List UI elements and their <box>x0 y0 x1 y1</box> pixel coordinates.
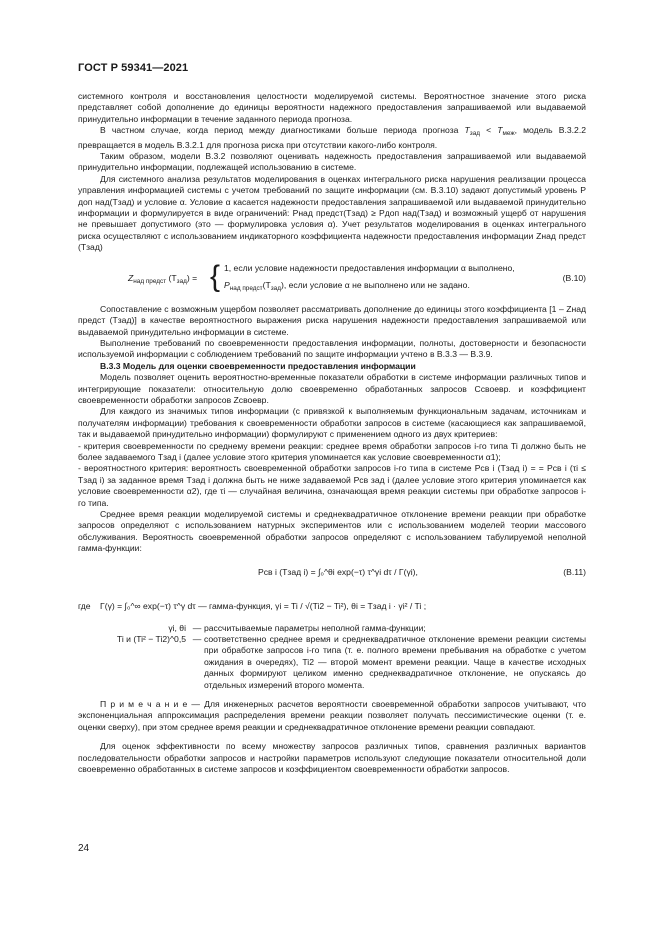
definition-term: Ti и (Ti² − Ti2)^0,5 <box>116 634 186 645</box>
text-run: над предст <box>133 277 167 285</box>
paragraph: Таким образом, модели В.3.2 позволяют оценивать надежность предоставления запрашиваемой или выдаваемой принудительно информации, подлежащей использованию в системе. <box>78 151 586 173</box>
text-run: ), если условие α не выполнено или не задано. <box>280 279 470 290</box>
text-run: В частном случае, когда период между диагностиками больше периода прогноза <box>100 125 465 136</box>
paragraph: Сопоставление с возможным ущербом позволяет рассматривать дополнение до единицы этого коэффициента [1 – Zнад предст (Tзад)] в качестве вероятностного выражения риска нарушения надежности предоставления запрашиваемой или выдаваемой принудительно информации в системе. <box>78 303 586 337</box>
paragraph: Для каждого из значимых типов информации (с привязкой к выполняемым функциональным задачам, источникам и получателям информации) требования к своевременности обработки запросов в системе (касающиеся как запрашиваемой, так и выдаваемой принудительно информации) формулируют с применением одного из двух критериев: <box>78 406 586 440</box>
equation-body: Γ(γ) = ∫₀^∞ exp(−τ) τ^γ dτ — гамма-функция, γi = Ti / √(Ti2 − Ti²), θi = Tзад i · γi² / Ti ; <box>100 600 427 611</box>
equation-lhs <box>128 273 197 287</box>
text-run: , модель В.3.2.2 превращается в модель В.3.2.1 для прогноза риска при отсутствии какого-либо контроля. <box>78 125 586 150</box>
text-run: меж <box>502 130 515 138</box>
brace-symbol: { <box>210 259 221 293</box>
text-run: Z <box>128 272 134 283</box>
equation-case-2 <box>224 280 470 294</box>
text-run: зад <box>176 277 187 285</box>
equation-case-1: 1, если условие надежности предоставления информации α выполнено, <box>224 262 515 273</box>
equation-where: где <box>78 600 91 611</box>
text-run: < <box>480 125 498 136</box>
note-text: — Для инженерных расчетов вероятности своевременной обработки запросов учитывают, что экспоненциальная аппроксимация распределения времени реакции позволяет получать пессимистические оценки (т. е. оценки сверху), при этом среднее время реакции и среднеквадратичное отклонение времени реакции совпадают. <box>78 699 586 732</box>
document-header: ГОСТ Р 59341—2021 <box>78 62 189 74</box>
text-run: над предст <box>229 284 263 292</box>
equation-number: (В.10) <box>562 272 586 283</box>
paragraph: - критерия своевременности по среднему времени реакции: среднее время обработки запросов i-го типа Ti должно быть не более задаваемого Tзад i (далее условие этого критерия упоминается как условие своевременности α1); <box>78 440 586 462</box>
equation-b10 <box>78 260 586 300</box>
equation-number: (В.11) <box>563 566 586 577</box>
paragraph: Выполнение требований по своевременности предоставления информации, полноты, достоверности и безопасности используемой информации с соблюдением требований по защите информации учтено в В.3.3 — В.3.9. <box>78 337 586 360</box>
text-run: P <box>224 279 230 290</box>
paragraph: Модель позволяет оценить вероятностно-временные показатели обработки в системе информации различных типов и интегрирующие показатели: относительную долю своевременно обработанных запросов Cсвоевр. и коэффициент своевременности обработки запросов Zсвоевр. <box>78 372 586 405</box>
text-run: T <box>464 125 470 136</box>
text-run: T <box>497 125 503 136</box>
definition-desc: рассчитываемые параметры неполной гамма-функции; <box>204 622 426 633</box>
equation-body: Pсв i (Tзад i) = ∫₀^θi exp(−τ) τ^γi dτ / Γ(γi), <box>258 566 418 577</box>
note-label: П р и м е ч а н и е <box>100 699 188 710</box>
paragraph: Для оценок эффективности по всему множеству запросов различных типов, сравнения различных вариантов последовательности обработки запросов и настройки параметров используют следующие показатели относительной доли своевременно обработанных в системе запросов и коэффициентом своевременности обработки запросов. <box>78 741 586 775</box>
paragraph: Для системного анализа результатов моделирования в оценках интегрального риска нарушения реализации процесса управления информацией системы с учетом требований по защите информации (см. В.3.10) задают допустимый уровень P доп над(Tзад) и условие α. Условие α касается надежности предоставления запрашиваемой или выдаваемой принудительно информации и формулируется в виде ограничений: Pнад предст(Tзад) ≥ Pдоп над(Tзад) и возможный ущерб от нарушения не превышает допустимого (это — формулировка условия α). Учет результатов моделирования в оценках интегрального риска осуществляют с использованием индикаторного коэффициента надежности предоставления информации Zнад предст (Tзад) <box>78 173 586 253</box>
definition-row <box>78 634 586 691</box>
text-run: зад <box>270 284 281 292</box>
text-run: ) = <box>186 272 198 283</box>
definition-term: γi, θi <box>168 622 186 633</box>
section-heading: В.3.3 Модель для оценки своевременности предоставления информации <box>100 360 416 371</box>
definition-row <box>78 623 586 634</box>
definition-desc: соответственно среднее время и среднеквадратичное отклонение времени реакции системы при обработке запросов i-го типа (т. е. полного времени пребывания на обработке с учетом ожидания в очередях), Ti2 — второй момент времени реакции. Чаще в качестве исходных данных формируют целиком именно среднеквадратичное отклонение, не опускаясь до отдельных измерений второго момента. <box>204 634 586 690</box>
definition-dash: — <box>192 634 202 645</box>
text-run: зад <box>469 130 480 138</box>
equation-b11 <box>78 555 586 589</box>
text-run: (T <box>168 272 177 283</box>
page-number: 24 <box>78 843 90 854</box>
body-text <box>78 91 586 776</box>
paragraph: системного контроля и восстановления целостности моделируемой системы. Вероятностное значение этого риска представляет собой дополнение до единицы вероятности надежного предоставления запрашиваемой или выдаваемой принудительно информации в течение заданного периода прогноза. <box>78 91 586 124</box>
paragraph: Среднее время реакции моделируемой системы и среднеквадратичное отклонение времени реакции при обработке запросов определяют с использованием натурных экспериментов или с использованием моделей теории массового обслуживания. Вероятность своевременной обработки запросов определяют с использованием табулируемой неполной гамма-функции: <box>78 509 586 554</box>
paragraph <box>78 125 586 151</box>
note <box>78 699 586 733</box>
equation-gamma <box>78 589 586 623</box>
text-run: (T <box>262 279 271 290</box>
definition-dash: — <box>192 622 202 633</box>
paragraph: - вероятностного критерия: вероятность своевременной обработки запросов i-го типа в системе Pсв i (Tзад i) = = Pсв i (τi ≤ Tзад i) за заданное время Tзад i должна быть не ниже задаваемой Pсв зад i (далее условие этого критерия упоминается как условие своевременности α2), где τi — случайная величина, означающая время реакции системы при обработке запросов i-го типа. <box>78 463 586 508</box>
